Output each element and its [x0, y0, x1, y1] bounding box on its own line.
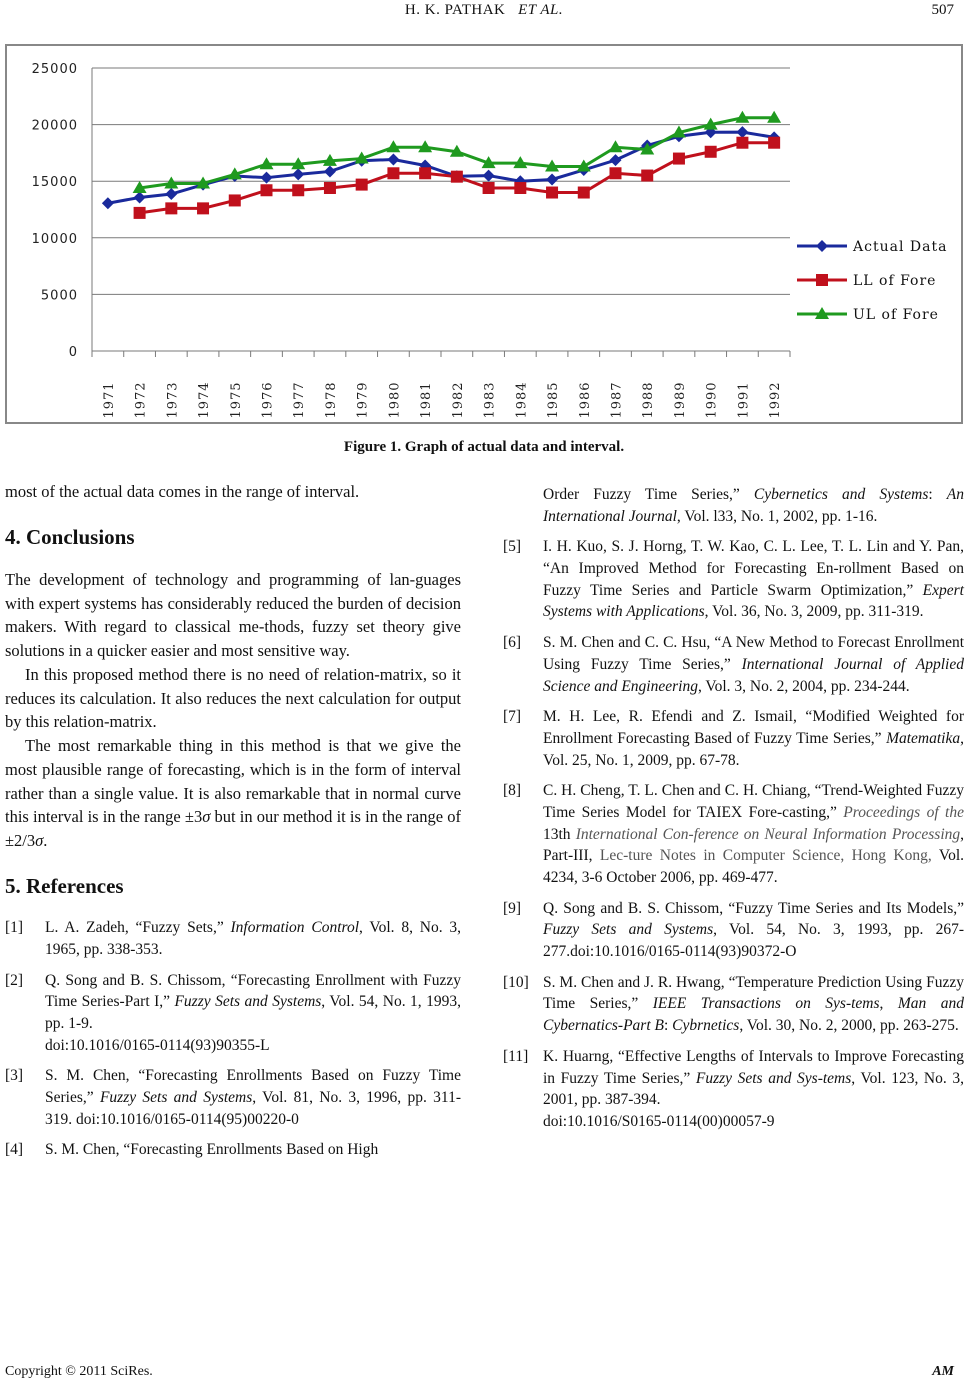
data-point — [102, 197, 114, 209]
x-tick-label: 1987 — [609, 381, 625, 419]
y-tick-label: 5000 — [40, 288, 78, 304]
reference-journal: IEEE Transactions on Sys-tems — [652, 995, 880, 1013]
data-point — [736, 126, 748, 138]
x-tick-label: 1974 — [197, 381, 213, 419]
reference-details: , Vol. 25, No. 1, 2009, pp. 67-78. — [543, 729, 964, 769]
data-point — [578, 187, 590, 199]
series-line — [108, 132, 774, 203]
data-point — [324, 182, 336, 194]
reference-journal: Fuzzy Sets and Systems — [543, 921, 714, 939]
reference-journal: An International Journal — [543, 486, 965, 525]
reference-journal: International Journal of Applied Science and Engineering — [543, 655, 964, 695]
reference-item — [5, 1139, 461, 1161]
legend-marker — [816, 274, 828, 286]
journal-abbreviation: AM — [932, 1364, 954, 1379]
reference-details: , Vol. 123, No. 3, 2001, pp. 387-394. — [543, 1069, 964, 1109]
left-column — [5, 480, 461, 1170]
x-tick-label: 1988 — [641, 381, 657, 419]
reference-text: Q. Song and B. S. Chissom, “Forecasting Enrollment with Fuzzy Time Series-Part I,” — [45, 971, 461, 1011]
reference-number: [3] — [5, 1067, 24, 1085]
reference-journal: Cybernetics and Systems — [753, 486, 929, 503]
right-column — [503, 484, 964, 1142]
data-point — [387, 153, 399, 165]
x-tick-label: 1983 — [482, 381, 498, 419]
sigma-symbol: σ — [202, 807, 211, 827]
legend-label: UL of Fore — [853, 307, 939, 323]
x-tick-label: 1984 — [514, 381, 530, 419]
x-tick-label: 1973 — [165, 381, 181, 419]
data-point — [292, 168, 304, 180]
x-tick-label: 1989 — [672, 381, 688, 419]
reference-number: [10] — [503, 973, 529, 991]
y-tick-label: 10000 — [31, 231, 78, 247]
reference-journal: Fuzzy Sets and Sys-tems — [695, 1069, 852, 1087]
x-tick-label: 1981 — [419, 381, 435, 419]
data-point — [546, 173, 558, 185]
reference-details: , Vol. 3, No. 2, 2004, pp. 234-244. — [697, 677, 910, 695]
data-point — [610, 167, 622, 179]
reference-separator: , — [879, 995, 898, 1013]
reference-number: [1] — [5, 919, 24, 937]
reference-details: , Vol. 8, No. 3, 1965, pp. 338-353. — [45, 919, 461, 958]
x-tick-label: 1986 — [577, 381, 593, 419]
conclusions-paragraph-1: The development of technology and programming of lan-guages with expert systems has considerably reduced the burden of decision makers. With regard to classical me-thods, fuzzy set theory give solutions in a quicker easier and most sensitive way. — [5, 569, 461, 661]
data-point — [134, 207, 146, 219]
x-tick-label: 1971 — [101, 381, 117, 419]
reference-journal: Matematika — [886, 729, 961, 747]
running-header — [0, 2, 968, 19]
line-chart — [7, 46, 961, 422]
reference-text: S. M. Chen and C. C. Hsu, “A New Method to Forecast Enrollment Using Fuzzy Time Series,” — [543, 634, 964, 673]
header-authors: H. K. PATHAK — [404, 2, 506, 18]
x-tick-label: 1978 — [323, 381, 339, 419]
reference-number: [8] — [503, 782, 522, 800]
reference-item — [503, 898, 964, 963]
reference-item — [503, 780, 964, 888]
conclusions-heading: 4. Conclusions — [5, 524, 135, 549]
reference-item — [5, 970, 461, 1057]
x-tick-label: 1980 — [387, 381, 403, 419]
reference-details: , Vol. 30, No. 2, 2000, pp. 263-275. — [739, 1017, 959, 1035]
data-point — [229, 194, 241, 206]
x-tick-label: 1982 — [450, 381, 466, 419]
data-point — [514, 182, 526, 194]
x-tick-label: 1977 — [292, 381, 308, 419]
reference-number: [11] — [503, 1047, 529, 1065]
reference-text: I. H. Kuo, S. J. Horng, T. W. Kao, C. L. Lee, T. L. Lin and Y. Pan, “An Improved Method for Forecasting En-rollment Based on Fuzzy Time Series and Particle Swarm Optimization,” — [543, 538, 964, 599]
reference-continuation — [503, 484, 964, 527]
reference-number: [9] — [503, 899, 522, 917]
reference-item — [503, 706, 964, 771]
reference-details: , Vol. 54, No. 3, 1993, pp. 267-277.doi:10.1016/0165-0114(93)90372-O — [543, 921, 964, 961]
reference-journal: Information Control — [230, 919, 360, 937]
data-point — [134, 191, 146, 203]
figure-1-frame — [5, 44, 963, 424]
data-point — [197, 202, 209, 214]
reference-number: [7] — [503, 708, 522, 726]
reference-journal: Fuzzy Sets and Systems — [174, 993, 322, 1011]
x-tick-label: 1990 — [704, 381, 720, 419]
reference-item — [503, 1046, 964, 1133]
p3-text-b: but in our method it is in the range of ±2/3 — [5, 807, 461, 851]
x-tick-label: 1985 — [546, 381, 562, 419]
data-point — [356, 179, 368, 191]
x-tick-label: 1972 — [133, 381, 149, 419]
reference-journal: Cybrnetics — [672, 1017, 740, 1035]
reference-item — [503, 972, 964, 1037]
reference-item — [503, 632, 964, 697]
data-point — [387, 167, 399, 179]
sigma-symbol: σ — [35, 831, 44, 851]
data-point — [419, 167, 431, 179]
reference-text: C. H. Cheng, T. L. Chen and C. H. Chiang, “Trend-Weighted Fuzzy Time Series Model for TAIEX Fore-casting,” — [543, 782, 964, 821]
data-point — [673, 153, 685, 165]
data-point — [324, 165, 336, 177]
data-point — [641, 170, 653, 182]
reference-separator: : — [928, 486, 947, 503]
page-number: 507 — [931, 2, 954, 18]
x-tick-label: 1992 — [768, 381, 784, 419]
reference-text: Q. Song and B. S. Chissom, “Fuzzy Time Series and Its Models,” — [543, 899, 964, 917]
y-tick-label: 0 — [68, 345, 78, 360]
reference-journal: Man and Cybernatics-Part B — [543, 995, 964, 1035]
x-tick-label: 1975 — [228, 381, 244, 419]
reference-text: S. M. Chen and J. R. Hwang, “Temperature Prediction Using Fuzzy Time Series,” — [543, 973, 964, 1013]
reference-journal: Expert Systems with Applications — [543, 581, 964, 621]
data-point — [261, 172, 273, 184]
reference-item — [5, 917, 461, 960]
data-point — [292, 184, 304, 196]
data-point — [261, 184, 273, 196]
reference-details: Vol. 4234, 3-6 October 2006, pp. 469-477. — [543, 847, 965, 886]
reference-number: [6] — [503, 634, 522, 652]
reference-journal: International Con-ference on Neural Information Processing — [570, 825, 961, 843]
copyright-footer: Copyright © 2011 SciRes. — [5, 1364, 153, 1379]
conclusions-paragraph-3 — [5, 734, 461, 853]
reference-details: , Vol. l33, No. 1, 2002, pp. 1-16. — [676, 507, 878, 525]
reference-details: , Part-III, — [543, 825, 964, 865]
legend-marker — [816, 240, 828, 252]
reference-journal: Fuzzy Sets and Systems — [99, 1089, 253, 1107]
data-point — [768, 137, 780, 149]
legend-label: Actual Data — [853, 239, 948, 255]
y-tick-label: 20000 — [31, 118, 78, 134]
reference-text: S. M. Chen, “Forecasting Enrollments Based on High — [45, 1141, 379, 1159]
reference-details: , Vol. 36, No. 3, 2009, pp. 311-319. — [704, 603, 924, 621]
reference-text: Order Fuzzy Time Series,” — [543, 486, 754, 503]
reference-details: , Vol. 81, No. 3, 1996, pp. 311-319. doi:10.1016/0165-0114(95)00220-0 — [45, 1089, 461, 1128]
reference-journal-ordinal: 13th — [543, 825, 571, 843]
conclusions-paragraph-2: In this proposed method there is no need of relation-matrix, so it reduces its calculation. It also reduces the next calculation for output by this relation-matrix. — [5, 664, 461, 732]
reference-number: [2] — [5, 971, 24, 989]
data-point — [610, 154, 622, 166]
legend-label: LL of Fore — [853, 273, 937, 289]
reference-item — [5, 1065, 461, 1130]
data-point — [483, 170, 495, 182]
data-point — [705, 146, 717, 158]
reference-text: L. A. Zadeh, “Fuzzy Sets,” — [45, 919, 231, 937]
p3-text-c: . — [43, 831, 48, 851]
reference-doi[interactable]: doi:10.1016/S0165-0114(00)00057-9 — [543, 1112, 775, 1130]
x-tick-label: 1979 — [355, 381, 371, 419]
reference-number: [5] — [503, 538, 522, 556]
x-tick-label: 1991 — [736, 381, 752, 419]
data-point — [451, 171, 463, 183]
p3-text-a: The most remarkable thing in this method is that we give the most plausible range of forecasting, which is in the form of interval rather than a single value. It is also remarkable that in normal curve this interval is in the range ±3 — [5, 736, 461, 827]
y-tick-label: 25000 — [31, 62, 78, 77]
reference-text: M. H. Lee, R. Efendi and Z. Ismail, “Modified Weighted for Enrollment Forecasting Based of Fuzzy Time Series,” — [543, 708, 964, 747]
reference-text: S. M. Chen, “Forecasting Enrollments Based on Fuzzy Time Series,” — [45, 1067, 461, 1107]
data-point — [736, 137, 748, 149]
reference-separator: : — [663, 1017, 673, 1035]
data-point — [165, 202, 177, 214]
y-tick-label: 15000 — [31, 175, 78, 191]
header-etal: ET AL. — [518, 2, 564, 18]
reference-details: , Vol. 54, No. 1, 1993, pp. 1-9. — [45, 993, 461, 1032]
data-point — [165, 188, 177, 200]
x-tick-label: 1976 — [260, 381, 276, 419]
reference-number: [4] — [5, 1141, 24, 1159]
reference-item — [503, 536, 964, 623]
data-point — [546, 187, 558, 199]
references-heading: 5. References — [5, 873, 124, 898]
continuation-text: most of the actual data comes in the range of interval. — [5, 482, 360, 501]
reference-doi[interactable]: doi:10.1016/0165-0114(93)90355-L — [45, 1036, 270, 1054]
figure-caption: Figure 1. Graph of actual data and interval. — [343, 439, 625, 455]
reference-journal: Proceedings of the — [843, 803, 964, 821]
reference-text: K. Huarng, “Effective Lengths of Intervals to Improve Forecasting in Fuzzy Time Series,” — [543, 1047, 964, 1087]
reference-series: Lec-ture Notes in Computer Science, Hong Kong, — [599, 847, 932, 865]
data-point — [483, 182, 495, 194]
